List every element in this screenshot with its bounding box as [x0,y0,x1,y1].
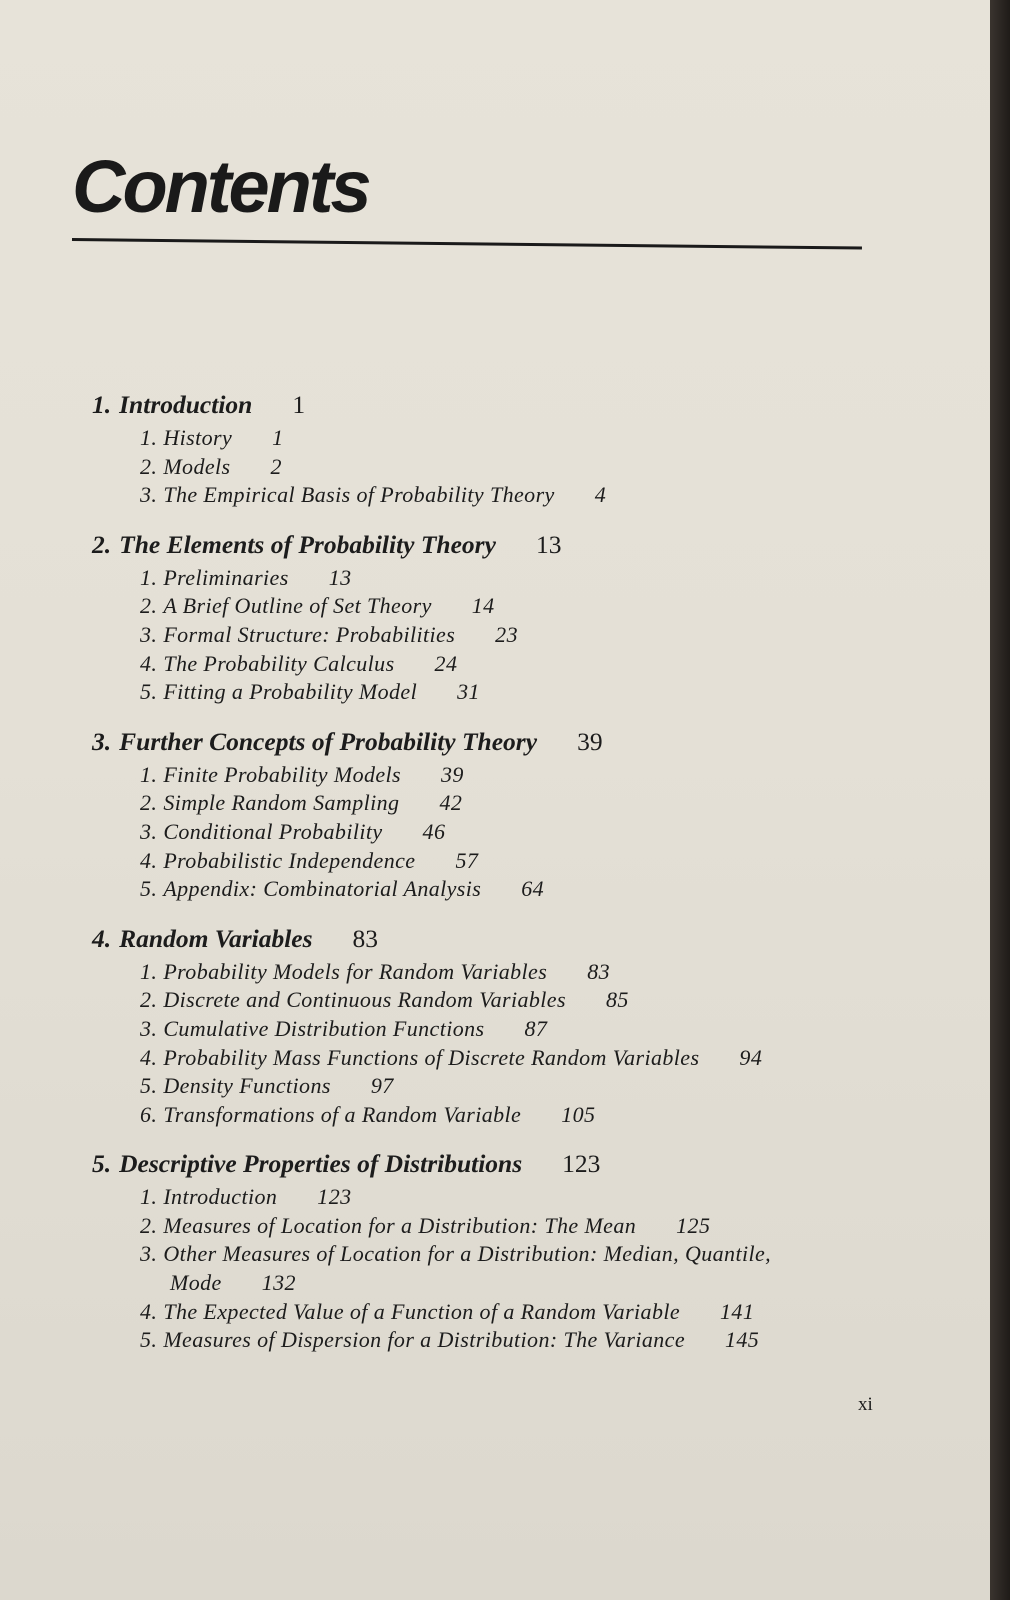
chapter-title: Further Concepts of Probability Theory [119,726,538,756]
section-title: Simple Random Sampling [163,790,400,816]
chapter-1 [92,388,892,510]
chapter-heading [92,725,892,759]
chapter-2 [92,528,892,707]
section-entry [140,1326,892,1355]
section-title: History [163,425,233,450]
section-number: 5. [140,1327,158,1353]
section-page: 83 [587,958,610,984]
section-entry [140,761,892,790]
section-number: 3. [140,818,158,844]
section-page: 39 [441,761,464,787]
section-number: 3. [140,1015,158,1041]
section-entry [140,592,892,621]
section-list [92,761,892,904]
section-entry [140,564,892,593]
chapter-page: 83 [352,923,379,953]
section-title: Measures of Dispersion for a Distribution: The Variance [163,1327,685,1353]
section-title-continuation: Mode [170,1270,222,1296]
section-page: 23 [495,621,518,647]
section-title: The Empirical Basis of Probability Theory [163,482,555,508]
section-number: 5. [140,679,158,705]
section-entry [140,1183,892,1212]
chapter-number: 4. [92,923,112,953]
chapter-page: 123 [562,1149,601,1179]
section-number: 4. [140,847,158,873]
chapter-page: 1 [292,390,306,419]
section-title: Probability Models for Random Variables [163,958,548,984]
section-page: 123 [317,1184,352,1210]
section-number: 2. [140,1212,158,1238]
section-number: 4. [140,1298,158,1324]
chapter-page: 39 [577,726,603,756]
section-entry [140,650,892,679]
section-page: 42 [439,790,463,816]
section-list [92,564,892,707]
section-page: 2 [270,453,282,479]
section-number: 3. [140,1241,158,1267]
chapter-title: Random Variables [119,923,313,953]
section-number: 1. [140,425,158,450]
table-of-contents [92,388,892,1373]
section-title: The Expected Value of a Function of a Random Variable [163,1298,681,1324]
section-title: Conditional Probability [163,818,383,844]
section-entry [140,986,892,1015]
section-entry [140,1298,892,1327]
section-entry [140,875,892,904]
section-number: 1. [140,761,158,787]
section-number: 3. [140,482,158,508]
section-page: 1 [272,425,284,450]
section-title: Discrete and Continuous Random Variables [163,987,566,1013]
section-title: Finite Probability Models [163,761,402,787]
chapter-heading [92,528,892,562]
section-entry [140,1015,892,1044]
section-entry [140,453,892,482]
section-title: Transformations of a Random Variable [163,1101,522,1127]
section-title: Models [163,453,231,479]
section-title: Density Functions [163,1073,331,1099]
section-entry [140,481,892,510]
chapter-heading [92,388,892,422]
section-title: Preliminaries [163,564,289,590]
section-entry [140,678,892,707]
section-entry [140,1212,892,1241]
page-folio: xi [858,1394,873,1415]
section-title: Formal Structure: Probabilities [163,621,456,647]
section-page: 141 [720,1298,755,1324]
section-number: 1. [140,564,158,590]
section-number: 5. [140,1073,158,1099]
section-list [92,958,892,1130]
section-entry [140,1240,892,1269]
chapter-page: 13 [535,529,562,559]
section-list [92,1183,892,1355]
section-entry [140,789,892,818]
chapter-4 [92,922,892,1130]
section-title: Introduction [163,1184,278,1210]
section-title: Cumulative Distribution Functions [163,1015,485,1041]
chapter-5 [92,1147,892,1355]
chapter-number: 1. [92,390,112,419]
section-page: 24 [434,650,458,676]
section-page: 31 [457,679,480,705]
section-number: 5. [140,876,158,902]
page-title: Contents [72,145,369,228]
section-title: Other Measures of Location for a Distribution: Median, Quantile, [163,1241,772,1267]
section-title: Measures of Location for a Distribution: The Mean [163,1212,637,1238]
section-list [92,424,892,510]
section-title: Probabilistic Independence [163,847,416,873]
section-entry [140,621,892,650]
section-number: 4. [140,650,158,676]
section-entry [140,424,892,453]
chapter-title: The Elements of Probability Theory [119,529,496,559]
section-page: 14 [471,593,495,619]
section-number: 1. [140,1184,158,1210]
section-number: 6. [140,1101,158,1127]
section-entry-continuation [140,1269,892,1298]
chapter-number: 3. [92,726,112,756]
section-number: 1. [140,958,158,984]
section-page: 13 [328,564,352,590]
section-entry [140,1044,892,1073]
section-entry [140,818,892,847]
section-title: Fitting a Probability Model [163,679,418,705]
section-entry [140,847,892,876]
section-page: 105 [561,1101,596,1127]
section-page: 57 [455,847,479,873]
chapter-title: Introduction [119,390,253,419]
chapter-heading [92,922,892,956]
chapter-heading [92,1147,892,1181]
section-page: 97 [370,1073,394,1099]
section-number: 2. [140,987,158,1013]
section-page: 87 [524,1015,548,1041]
section-entry [140,1072,892,1101]
chapter-title: Descriptive Properties of Distributions [119,1149,523,1179]
section-page: 94 [739,1044,763,1070]
section-number: 4. [140,1044,158,1070]
section-entry [140,958,892,987]
section-page: 85 [605,987,629,1013]
section-number: 2. [140,593,158,619]
section-page: 64 [521,876,545,902]
page-edge [990,0,1010,1600]
section-title: Appendix: Combinatorial Analysis [163,876,482,902]
section-number: 2. [140,790,158,816]
section-title: Probability Mass Functions of Discrete Random Variables [163,1044,700,1070]
section-entry [140,1101,892,1130]
chapter-number: 5. [92,1149,112,1179]
section-number: 3. [140,621,158,647]
chapter-number: 2. [92,529,112,559]
section-page: 46 [422,818,446,844]
section-page: 132 [261,1270,296,1296]
chapter-3 [92,725,892,904]
title-rule [72,238,862,250]
section-page: 145 [725,1327,760,1353]
section-page: 4 [594,482,607,508]
section-title: A Brief Outline of Set Theory [163,593,432,619]
section-page: 125 [676,1212,711,1238]
section-title: The Probability Calculus [163,650,395,676]
section-number: 2. [140,453,158,479]
